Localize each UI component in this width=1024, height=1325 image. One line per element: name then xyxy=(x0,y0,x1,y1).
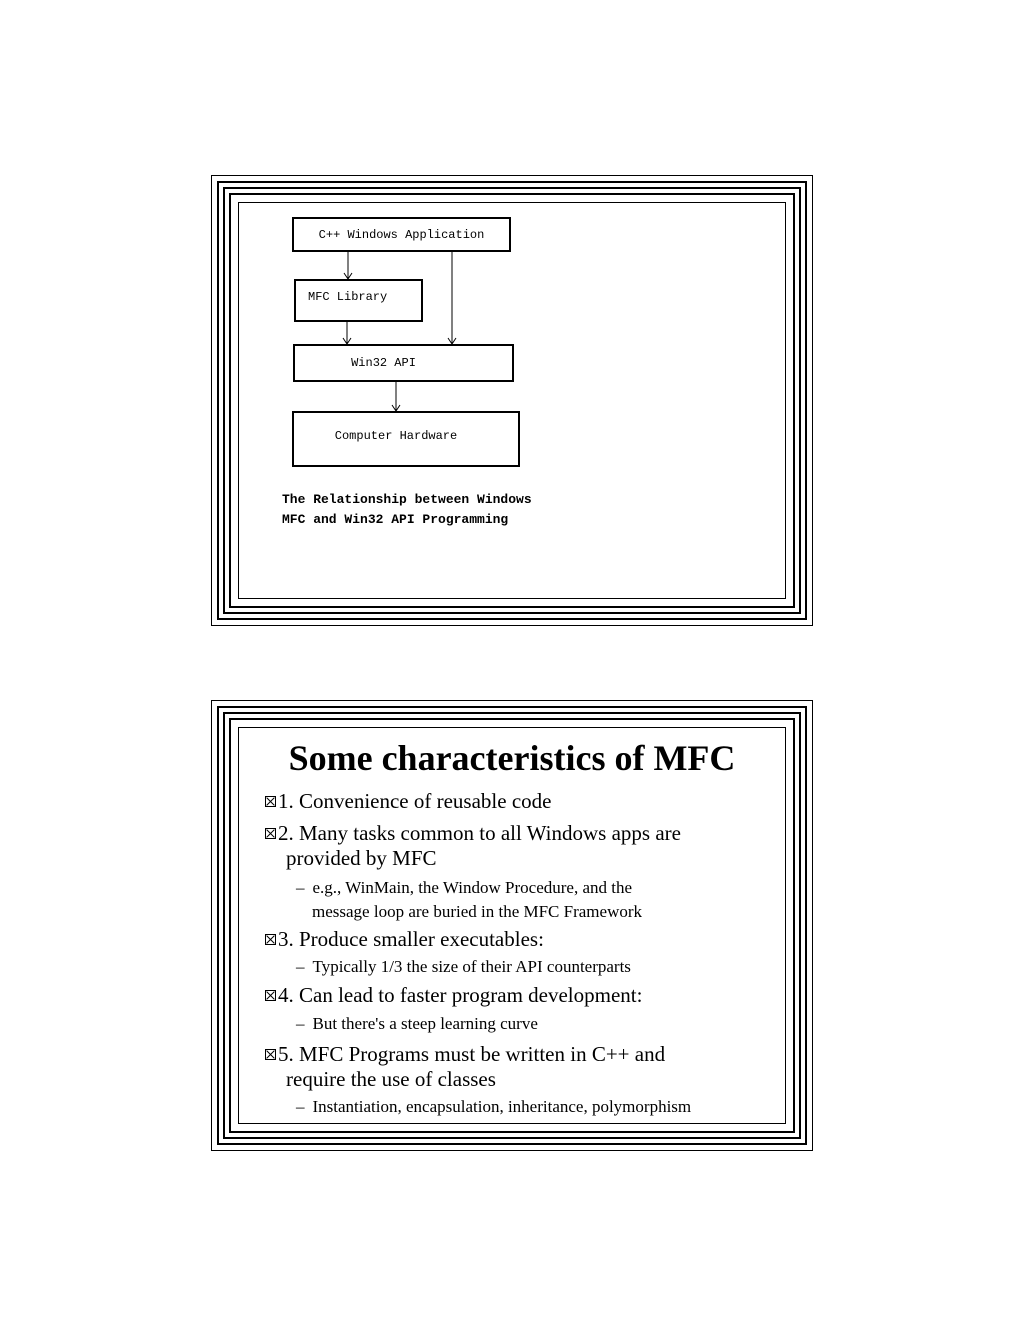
bullet-5 xyxy=(265,1042,665,1092)
bullet-3-text: 3. Produce smaller executables: xyxy=(278,927,544,951)
slide-1 xyxy=(211,175,813,626)
bullet-2-text-line2: provided by MFC xyxy=(286,846,437,870)
diagram-box-hardware xyxy=(292,411,520,467)
diagram-box-mfc xyxy=(294,279,423,322)
bullet-2 xyxy=(265,821,681,871)
dash-marker: – xyxy=(296,1097,305,1116)
sub-bullet-5-text: Instantiation, encapsulation, inheritance, polymorphism xyxy=(312,1097,692,1116)
diagram-label-cpp-app: C++ Windows Application xyxy=(318,227,485,242)
bullet-1-text: 1. Convenience of reusable code xyxy=(278,789,552,813)
bullet-4 xyxy=(265,983,642,1008)
bullet-5-text-line1: 5. MFC Programs must be written in C++ and xyxy=(278,1042,666,1066)
sub-bullet-5 xyxy=(296,1095,691,1119)
slide-2 xyxy=(211,700,813,1151)
sub-bullet-2 xyxy=(296,876,642,924)
dash-marker: – xyxy=(296,878,305,897)
checkbox-x-icon xyxy=(265,828,276,839)
sub-bullet-3-text: Typically 1/3 the size of their API counterparts xyxy=(312,957,631,976)
checkbox-x-icon xyxy=(265,796,276,807)
dash-marker: – xyxy=(296,1014,305,1033)
sub-bullet-2-line1: e.g., WinMain, the Window Procedure, and the xyxy=(312,878,633,897)
bullet-4-text: 4. Can lead to faster program development: xyxy=(278,983,643,1007)
bullet-3 xyxy=(265,927,544,952)
sub-bullet-4 xyxy=(296,1012,538,1036)
diagram-label-hardware: Computer Hardware xyxy=(334,429,458,443)
bullet-1 xyxy=(265,789,551,814)
diagram-box-win32 xyxy=(293,344,514,382)
sub-bullet-3 xyxy=(296,955,631,979)
diagram-caption xyxy=(282,490,532,530)
sub-bullet-4-text: But there's a steep learning curve xyxy=(312,1014,538,1033)
sub-bullet-2-line2: message loop are buried in the MFC Framework xyxy=(312,902,643,921)
bullet-5-text-line2: require the use of classes xyxy=(286,1067,496,1091)
caption-line-2: MFC and Win32 API Programming xyxy=(282,512,509,527)
dash-marker: – xyxy=(296,957,305,976)
checkbox-x-icon xyxy=(265,934,276,945)
checkbox-x-icon xyxy=(265,1049,276,1060)
caption-line-1: The Relationship between Windows xyxy=(282,492,532,507)
diagram-box-cpp-app xyxy=(292,217,511,252)
bullet-2-text-line1: 2. Many tasks common to all Windows apps are xyxy=(278,821,681,845)
checkbox-x-icon xyxy=(265,990,276,1001)
slide-title: Some characteristics of MFC xyxy=(288,738,736,778)
diagram-label-mfc: MFC Library xyxy=(308,289,388,304)
diagram-label-win32: Win32 API xyxy=(351,356,416,370)
